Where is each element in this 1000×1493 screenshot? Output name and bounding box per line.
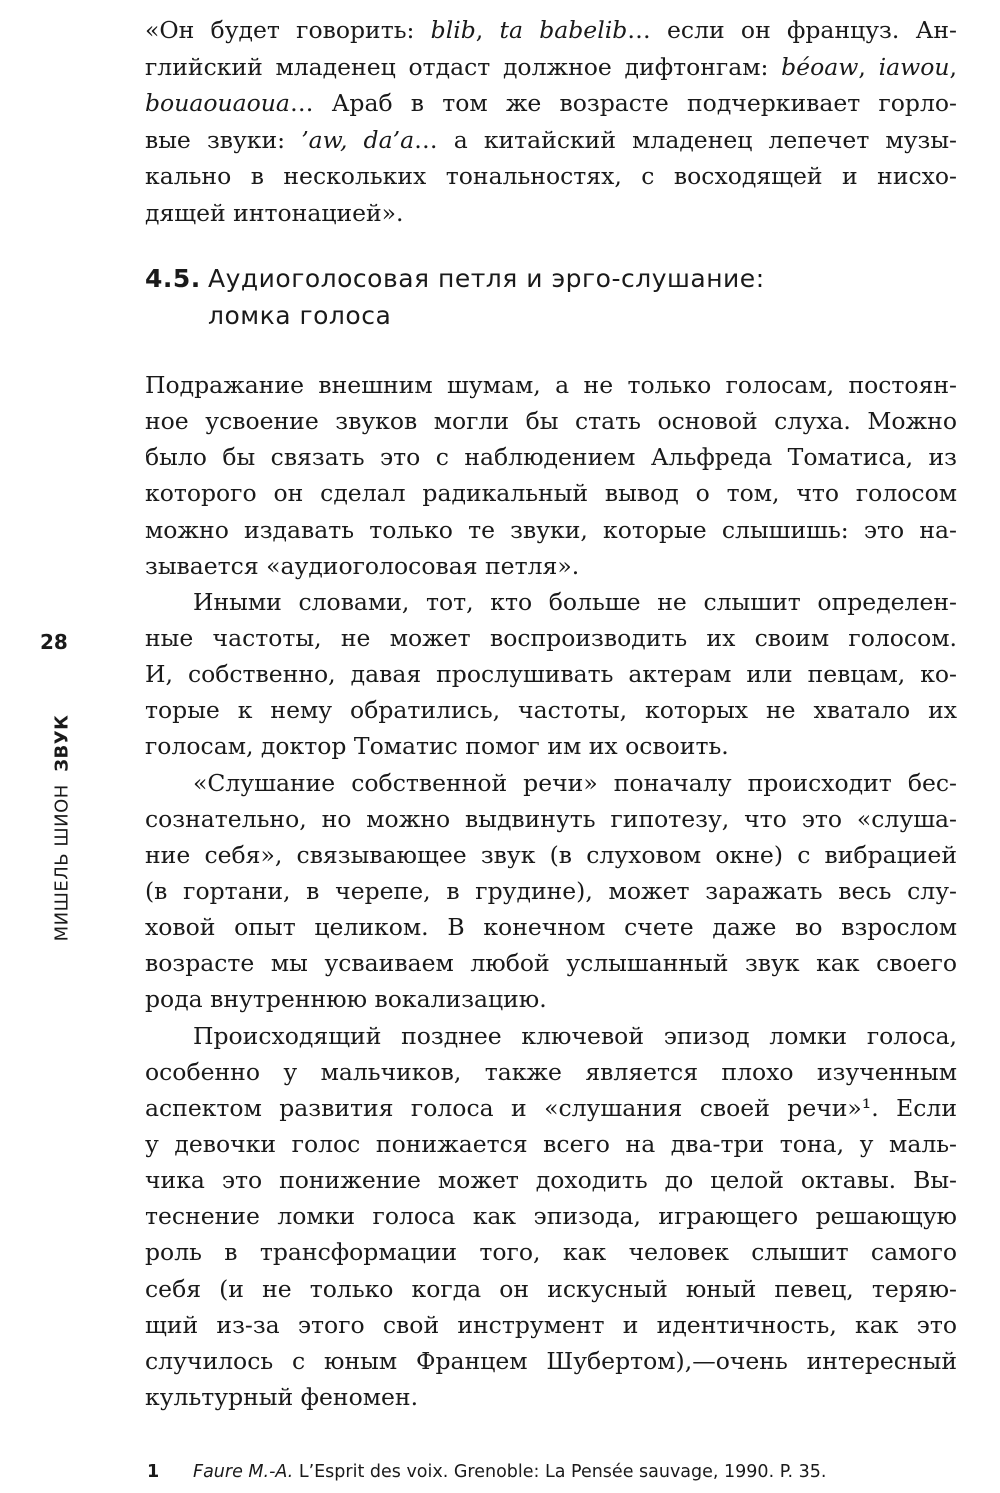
text-line: аспектом развития голоса и «слушания своей речи»¹. Если <box>145 1093 957 1122</box>
section-number: 4.5. <box>145 264 201 293</box>
text-line: (в гортани, в черепе, в грудине), может заражать весь слу- <box>145 876 957 905</box>
text-line <box>145 122 957 159</box>
italic-text: béoaw <box>781 52 859 81</box>
text-line <box>145 85 957 122</box>
text-segment: … если он француз. Ан- <box>627 16 957 44</box>
text-line: теснение ломки голоса как эпизода, играющего решающую <box>145 1202 957 1231</box>
text-line: ные частоты, не может воспроизводить их своим голосом. <box>145 623 957 652</box>
text-segment: кально в нескольких тональностях, с восходящей и нисхо- <box>145 162 957 190</box>
paragraph <box>145 765 957 1018</box>
text-line: Происходящий позднее ключевой эпизод ломки голоса, <box>193 1021 957 1050</box>
text-segment: , <box>949 52 957 81</box>
text-line: было бы связать это с наблюдением Альфреда Томатиса, из <box>145 443 957 472</box>
italic-text: iawou <box>878 52 950 81</box>
italic-text: ta babelib <box>499 16 628 44</box>
paragraph <box>145 367 957 584</box>
text-line: себя (и не только когда он искусный юный певец, теряю- <box>145 1274 957 1303</box>
footnote <box>147 1462 826 1482</box>
text-line <box>145 195 957 232</box>
running-title <box>52 715 73 942</box>
text-line: особенно у мальчиков, также является плохо изученным <box>145 1057 957 1086</box>
running-author: МИШЕЛЬ ШИОН <box>51 784 73 942</box>
text-line: ное усвоение звуков могли бы стать основой слуха. Можно <box>145 407 957 436</box>
text-line: которого он сделал радикальный вывод о том, что голосом <box>145 479 957 508</box>
text-segment: , <box>858 52 879 81</box>
text-line: рода внутреннюю вокализацию. <box>145 985 547 1014</box>
footnote-number: 1 <box>147 1462 160 1482</box>
text-segment: вые звуки: <box>145 125 302 154</box>
text-line: зывается «аудиоголосовая петля». <box>145 551 580 580</box>
text-line: случилось с юным Францем Шубертом),—очень интересный <box>145 1346 957 1375</box>
text-line: культурный феномен. <box>145 1382 419 1411</box>
text-line <box>145 49 957 86</box>
footnote-author: Faure M.-A. <box>193 1462 294 1482</box>
italic-text: bouaouaoua <box>145 89 290 117</box>
text-line: голосам, доктор Томатис помог им их освоить. <box>145 732 729 761</box>
section-title-line: ломка голоса <box>208 301 392 330</box>
text-line: роль в трансформации того, как человек слышит самого <box>145 1238 957 1267</box>
text-line: сознательно, но можно выдвинуть гипотезу, что это «слуша- <box>145 804 957 833</box>
text-line: И, собственно, давая прослушивать актерам или певцам, ко- <box>145 660 957 689</box>
text-segment: , <box>475 16 500 44</box>
page-number: 28 <box>40 630 68 654</box>
text-line <box>145 12 957 49</box>
text-line: чика это понижение может доходить до целой октавы. Вы- <box>145 1166 957 1195</box>
text-segment: … Араб в том же возрасте подчеркивает горло- <box>289 89 957 117</box>
text-segment: глийский младенец отдаст должное дифтонгам: <box>145 52 782 81</box>
paragraph <box>145 1018 957 1416</box>
text-line: «Слушание собственной речи» поначалу происходит бес- <box>193 768 957 797</box>
footnote-text: L’Esprit des voix. Grenoble: La Pensée sauvage, 1990. P. 35. <box>293 1462 827 1482</box>
section-title <box>208 260 765 334</box>
italic-text: ’aw, da’a <box>301 125 415 154</box>
text-segment: … а китайский младенец лепечет музы- <box>414 125 957 154</box>
section-title-line: Аудиоголосовая петля и эрго-слушание: <box>208 264 765 293</box>
text-line: щий из-за этого свой инструмент и идентичность, как это <box>145 1310 957 1339</box>
paragraph <box>145 584 957 765</box>
quote-paragraph <box>145 12 957 231</box>
text-line: возрасте мы усваиваем любой услышанный звук как своего <box>145 949 957 978</box>
text-line: Подражание внешним шумам, а не только голосам, постоян- <box>145 371 957 399</box>
text-line <box>145 158 957 195</box>
text-line: торые к нему обратились, частоты, которых не хватало их <box>145 696 957 725</box>
italic-text: blib <box>430 16 476 44</box>
body-text <box>145 367 957 1415</box>
text-line: можно издавать только те звуки, которые слышишь: это на- <box>145 515 957 544</box>
running-book-title: ЗВУК <box>51 714 73 772</box>
text-line: у девочки голос понижается всего на два-три тона, у маль- <box>145 1129 957 1158</box>
text-segment: «Он будет говорить: <box>145 16 431 44</box>
text-line: ние себя», связывающее звук (в слуховом окне) с вибрацией <box>145 840 957 869</box>
text-segment: дящей интонацией». <box>145 198 404 227</box>
text-line: Иными словами, тот, кто больше не слышит определен- <box>193 587 957 616</box>
text-line: ховой опыт целиком. В конечном счете даже во взрослом <box>145 913 957 942</box>
